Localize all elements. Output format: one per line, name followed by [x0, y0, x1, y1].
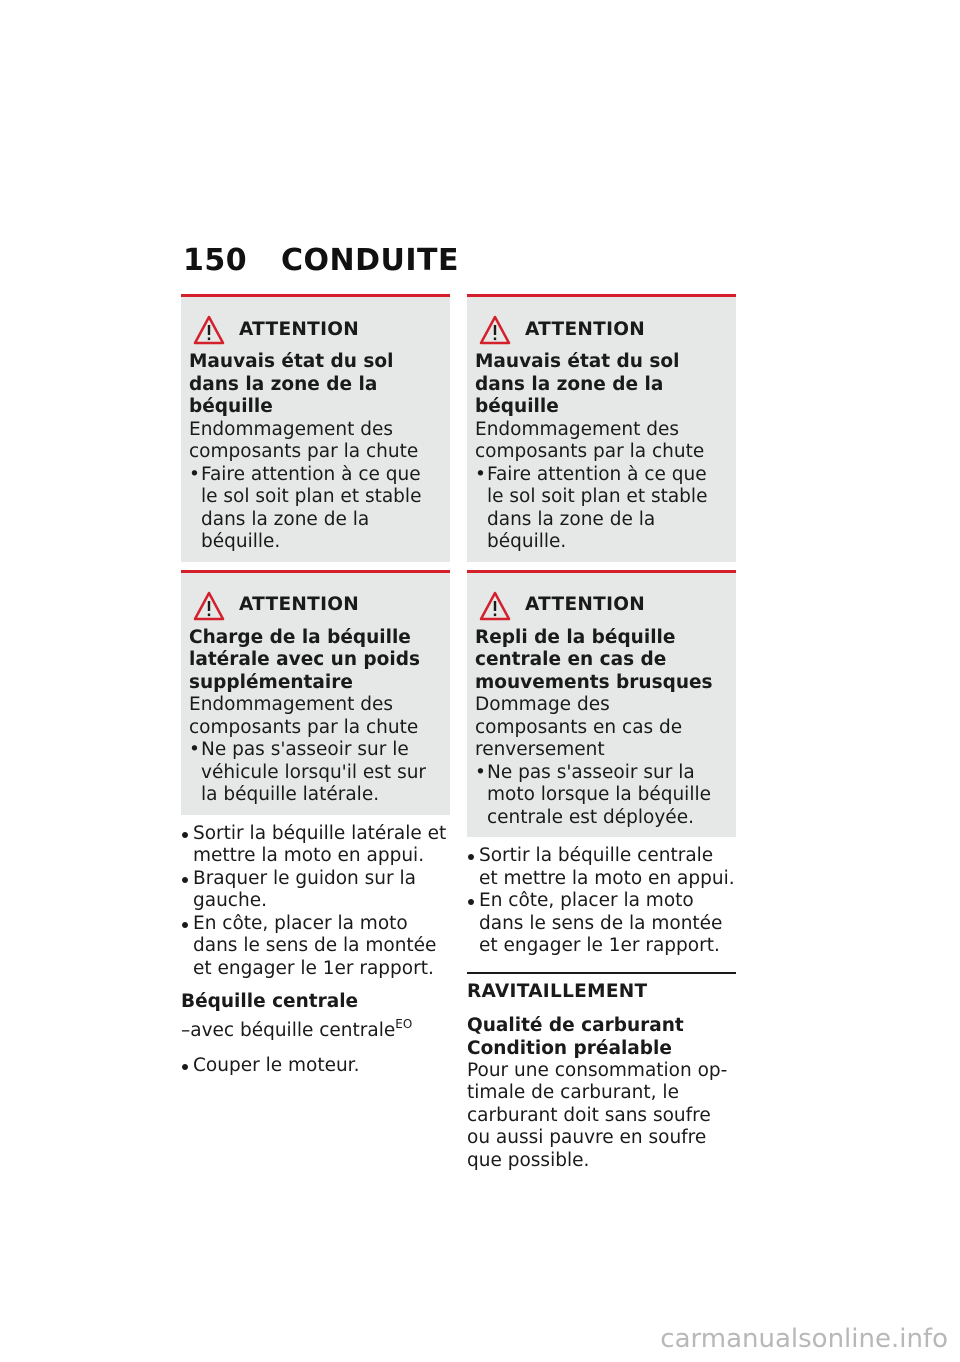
step-text: Braquer le guidon sur la gauche. [193, 867, 416, 911]
step-item [467, 890, 736, 958]
warning-header [193, 313, 438, 347]
bullet-icon [182, 877, 188, 883]
step-text: Couper le moteur. [193, 1054, 360, 1076]
step-item [181, 823, 450, 868]
left-column [181, 294, 450, 1077]
bullet-icon [182, 922, 188, 928]
step-text: En côte, placer la moto dans le sens de la montée et engager le 1er rapport. [193, 912, 437, 979]
watermark: carmanualsonline.info [660, 1324, 948, 1354]
section-divider [467, 972, 736, 974]
warning-header [193, 589, 438, 623]
warning-triangle-icon [479, 591, 511, 621]
variant-code: EO [395, 1017, 413, 1031]
warning-title: ATTENTION [239, 594, 360, 616]
step-list [181, 823, 450, 981]
subheading: Qualité de carburant [467, 1014, 684, 1036]
step-text: En côte, placer la moto dans le sens de la montée et engager le 1er rapport. [479, 890, 723, 956]
warning-box [181, 294, 450, 562]
variant-note [181, 1013, 450, 1043]
warning-subtitle: Repli de la béquille centrale en cas de mouvements brusques [475, 626, 713, 693]
right-column [467, 294, 736, 1172]
warning-subtitle: Mauvais état du sol dans la zone de la béquille [475, 351, 680, 417]
warning-text: Endommagement des composants par la chute [189, 418, 419, 462]
step-list [467, 845, 736, 958]
chapter-title: CONDUITE [281, 243, 460, 278]
bullet-icon [182, 832, 188, 838]
section-title: RAVITAILLEMENT [467, 980, 648, 1002]
warning-text: Endommagement des composants par la chute [189, 694, 419, 738]
warning-item: • Faire attention à ce que le sol soit plan et stable dans la zone de la béquille. [189, 464, 438, 554]
step-list [181, 1055, 450, 1078]
warning-item: • Ne pas s'asseoir sur le véhicule lorsqu'il est sur la béquille latérale. [189, 739, 438, 807]
warning-text: Dommage des composants en cas de renversement [475, 694, 683, 760]
warning-triangle-icon [193, 315, 225, 345]
step-text: Sortir la béquille centrale et mettre la moto en appui. [479, 845, 735, 889]
step-item [181, 868, 450, 913]
variant-text: –avec béquille centrale [181, 1020, 396, 1041]
step-item [181, 913, 450, 981]
warning-box [181, 570, 450, 815]
step-text: Sortir la béquille latérale et mettre la moto en appui. [193, 822, 447, 866]
bullet-icon [182, 1064, 188, 1070]
warning-item: • Faire attention à ce que le sol soit plan et stable dans la zone de la béquille. [475, 464, 724, 554]
warning-box [467, 294, 736, 562]
warning-item: • Ne pas s'asseoir sur la moto lorsque la béquille centrale est déployée. [475, 762, 724, 830]
warning-subtitle: Mauvais état du sol dans la zone de la béquille [189, 351, 394, 417]
warning-header [479, 313, 724, 347]
bullet-icon [468, 854, 474, 860]
warning-subtitle: Charge de la béquille latérale avec un poids supplémentaire [189, 626, 420, 693]
subheading: Béquille centrale [181, 991, 359, 1012]
warning-triangle-icon [193, 591, 225, 621]
bullet-icon [468, 899, 474, 905]
warning-header [479, 589, 724, 623]
warning-title: ATTENTION [525, 318, 646, 340]
warning-triangle-icon [479, 315, 511, 345]
warning-box [467, 570, 736, 838]
step-item [181, 1055, 450, 1078]
warning-title: ATTENTION [525, 594, 646, 616]
page-header [183, 243, 459, 278]
page-number: 150 [183, 243, 248, 278]
step-item [467, 845, 736, 890]
warning-title: ATTENTION [239, 318, 360, 340]
warning-text: Endommagement des composants par la chute [475, 418, 705, 462]
subheading: Condition préalable [467, 1037, 672, 1059]
paragraph: Pour une consommation optimale de carburant, le carburant doit sans soufre ou aussi pauvre en soufre que possible. [467, 1059, 728, 1171]
